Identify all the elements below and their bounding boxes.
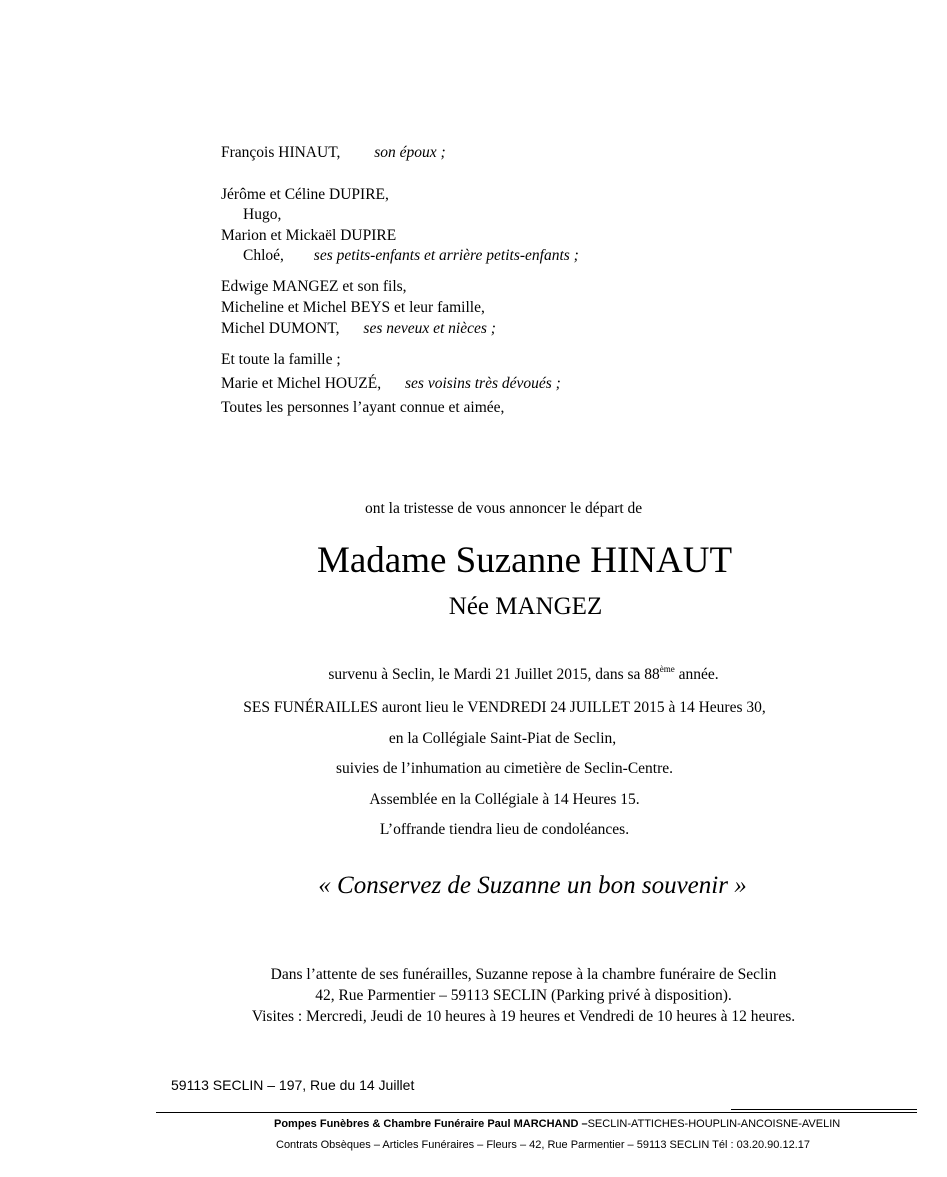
footer-divider-short	[731, 1109, 917, 1110]
burial-info: suivies de l’inhumation au cimetière de Seclin-Centre.	[335, 760, 674, 777]
footer-divider	[156, 1112, 917, 1113]
family-line: Toutes les personnes l’ayant connue et aimée,	[221, 399, 505, 416]
death-info: survenu à Seclin, le Mardi 21 Juillet 2015, dans sa 88ème année.	[328, 664, 719, 683]
family-member: François HINAUT,	[221, 144, 341, 161]
family-role: ses neveux et nièces ;	[363, 320, 496, 337]
family-role: ses voisins très dévoués ;	[405, 375, 561, 392]
visit-line: 42, Rue Parmentier – 59113 SECLIN (Parking privé à disposition).	[315, 987, 732, 1004]
family-line	[221, 318, 496, 339]
ceremony-place: en la Collégiale Saint-Piat de Seclin,	[388, 730, 617, 747]
family-member: Michel DUMONT,	[221, 320, 340, 337]
family-line	[221, 142, 446, 163]
memorial-quote: « Conservez de Suzanne un bon souvenir »	[318, 872, 747, 899]
maiden-name: Née MANGEZ	[448, 593, 603, 620]
family-line: Et toute la famille ;	[221, 351, 341, 368]
funeral-info: SES FUNÉRAILLES auront lieu le VENDREDI 24 JUILLET 2015 à 14 Heures 30,	[243, 699, 766, 716]
footer-company: Pompes Funèbres & Chambre Funéraire Paul MARCHAND –SECLIN-ATTICHES-HOUPLIN-ANCOISNE-AVELIN	[274, 1118, 841, 1130]
deceased-name: Madame Suzanne HINAUT	[316, 540, 733, 581]
visit-line: Visites : Mercredi, Jeudi de 10 heures à 19 heures et Vendredi de 10 heures à 12 heures.	[251, 1008, 796, 1025]
family-member: Chloé,	[243, 247, 284, 264]
offering-info: L’offrande tiendra lieu de condoléances.	[379, 821, 630, 838]
family-line	[243, 245, 579, 266]
family-role: ses petits-enfants et arrière petits-enfants ;	[313, 247, 579, 264]
family-member: Marie et Michel HOUZÉ,	[221, 375, 382, 392]
footer-address: 59113 SECLIN – 197, Rue du 14 Juillet	[171, 1077, 415, 1093]
family-line: Micheline et Michel BEYS et leur famille,	[221, 299, 485, 316]
family-line: Edwige MANGEZ et son fils,	[221, 278, 407, 295]
family-line: Jérôme et Céline DUPIRE,	[221, 186, 389, 203]
footer-services: Contrats Obsèques – Articles Funéraires – Fleurs – 42, Rue Parmentier – 59113 SECLIN Tél : 03.20.90.12.17	[276, 1139, 810, 1151]
family-role: son époux ;	[374, 144, 446, 161]
family-line: Marion et Mickaël DUPIRE	[221, 227, 397, 244]
family-line	[221, 373, 561, 394]
family-line: Hugo,	[243, 206, 282, 223]
assembly-info: Assemblée en la Collégiale à 14 Heures 15.	[369, 791, 640, 808]
visit-line: Dans l’attente de ses funérailles, Suzanne repose à la chambre funéraire de Seclin	[270, 966, 777, 983]
announcement: ont la tristesse de vous annoncer le départ de	[365, 500, 643, 517]
